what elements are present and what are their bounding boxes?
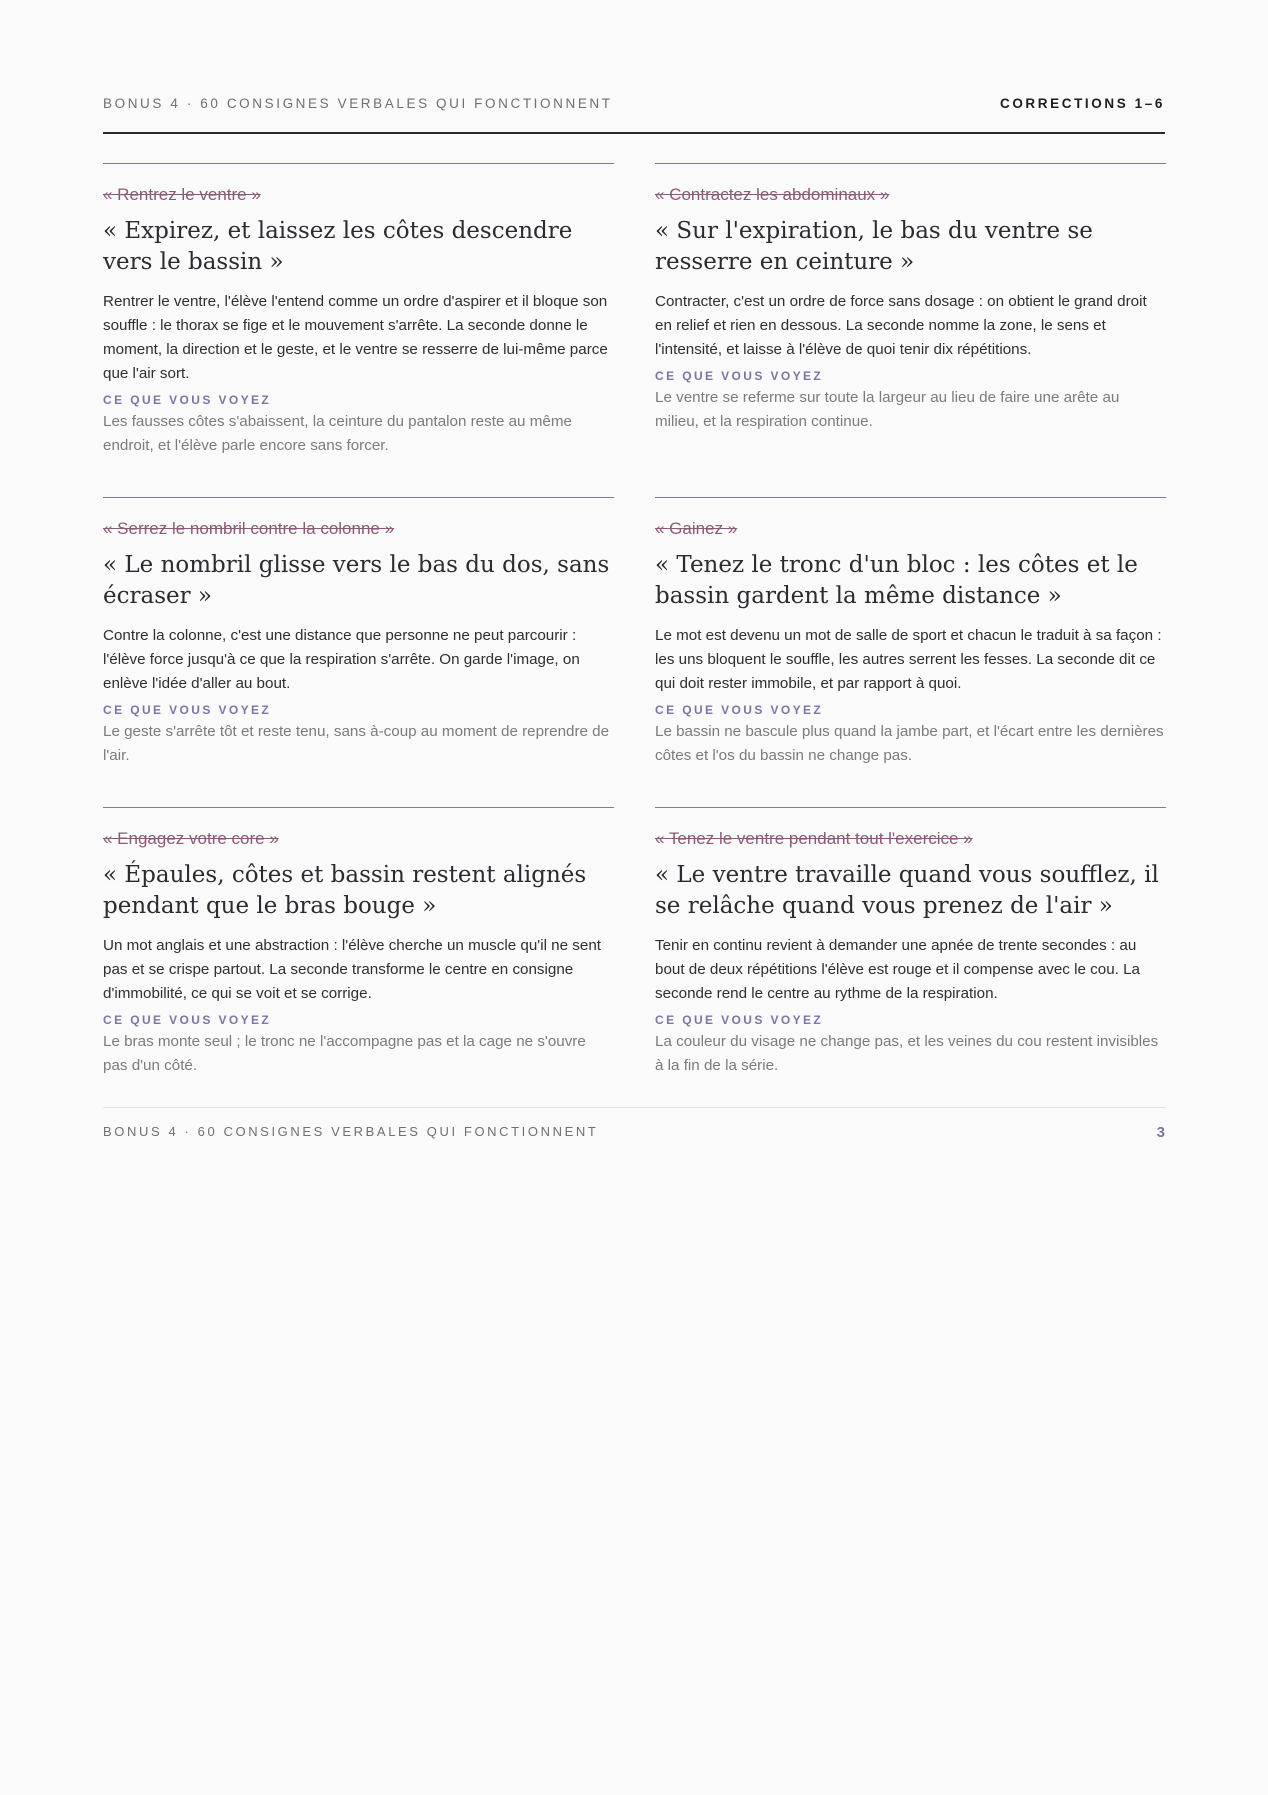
see-label: CE QUE VOUS VOYEZ xyxy=(655,1013,824,1027)
correction-card xyxy=(655,497,1166,768)
see-label: CE QUE VOUS VOYEZ xyxy=(655,369,824,383)
what-you-see: Les fausses côtes s'abaissent, la ceinture du pantalon reste au même endroit, et l'élève parle encore sans forcer. xyxy=(103,413,572,454)
wrong-cue: « Serrez le nombril contre la colonne » xyxy=(103,519,395,538)
explanation: Contre la colonne, c'est une distance que personne ne peut parcourir : l'élève force jusqu'à ce que la respiration s'arrête. On garde l'image, on enlève l'idée d'aller au bout. xyxy=(103,627,580,692)
wrong-cue: « Tenez le ventre pendant tout l'exercice » xyxy=(655,829,973,848)
better-cue: « Le nombril glisse vers le bas du dos, sans écraser » xyxy=(103,552,610,609)
see-label: CE QUE VOUS VOYEZ xyxy=(103,1013,272,1027)
running-footer xyxy=(103,1107,1165,1141)
footer-title: BONUS 4 · 60 CONSIGNES VERBALES QUI FONCTIONNENT xyxy=(103,1124,599,1139)
explanation: Rentrer le ventre, l'élève l'entend comme un ordre d'aspirer et il bloque son souffle : le thorax se fige et le mouvement s'arrête. La seconde donne le moment, la direction et le geste, et le ventre se resserre de lui-même parce que l'air sort. xyxy=(103,293,608,382)
better-cue: « Sur l'expiration, le bas du ventre se resserre en ceinture » xyxy=(655,218,1093,275)
explanation: Tenir en continu revient à demander une apnée de trente secondes : au bout de deux répétitions l'élève est rouge et il compense avec le cou. La seconde rend le centre au rythme de la respiration. xyxy=(655,937,1140,1002)
what-you-see: Le bassin ne bascule plus quand la jambe part, et l'écart entre les dernières côtes et l'os du bassin ne change pas. xyxy=(655,723,1164,764)
explanation: Contracter, c'est un ordre de force sans dosage : on obtient le grand droit en relief et rien en dessous. La seconde nomme la zone, le sens et l'intensité, et laisse à l'élève de quoi tenir dix répétitions. xyxy=(655,293,1147,358)
wrong-cue: « Rentrez le ventre » xyxy=(103,185,261,204)
correction-card xyxy=(655,163,1166,434)
page-number: 3 xyxy=(1156,1124,1165,1141)
correction-card xyxy=(103,807,614,1078)
wrong-cue: « Engagez votre core » xyxy=(103,829,279,848)
explanation: Le mot est devenu un mot de salle de sport et chacun le traduit à sa façon : les uns bloquent le souffle, les autres serrent les fesses. La seconde dit ce qui doit rester immobile, et par rapport à quoi. xyxy=(655,627,1162,692)
better-cue: « Épaules, côtes et bassin restent alignés pendant que le bras bouge » xyxy=(103,862,587,919)
what-you-see: Le geste s'arrête tôt et reste tenu, sans à-coup au moment de reprendre de l'air. xyxy=(103,723,610,764)
wrong-cue: « Contractez les abdominaux » xyxy=(655,185,890,204)
better-cue: « Expirez, et laissez les côtes descendre vers le bassin » xyxy=(103,218,573,275)
see-label: CE QUE VOUS VOYEZ xyxy=(103,393,272,407)
better-cue: « Tenez le tronc d'un bloc : les côtes et le bassin gardent la même distance » xyxy=(655,552,1138,609)
see-label: CE QUE VOUS VOYEZ xyxy=(655,703,824,717)
header-title: BONUS 4 · 60 CONSIGNES VERBALES QUI FONCTIONNENT xyxy=(103,96,613,111)
better-cue: « Le ventre travaille quand vous soufflez, il se relâche quand vous prenez de l'air » xyxy=(655,862,1159,919)
see-label: CE QUE VOUS VOYEZ xyxy=(103,703,272,717)
explanation: Un mot anglais et une abstraction : l'élève cherche un muscle qu'il ne sent pas et se crispe partout. La seconde transforme le centre en consigne d'immobilité, ce qui se voit et se corrige. xyxy=(103,937,601,1002)
what-you-see: La couleur du visage ne change pas, et les veines du cou restent invisibles à la fin de la série. xyxy=(655,1033,1159,1074)
header-section: CORRECTIONS 1–6 xyxy=(999,96,1165,111)
what-you-see: Le bras monte seul ; le tronc ne l'accompagne pas et la cage ne s'ouvre pas d'un côté. xyxy=(103,1033,586,1074)
correction-card xyxy=(103,497,614,768)
correction-card xyxy=(655,807,1166,1078)
correction-card xyxy=(103,163,614,458)
running-header xyxy=(103,96,1165,134)
what-you-see: Le ventre se referme sur toute la largeur au lieu de faire une arête au milieu, et la respiration continue. xyxy=(655,389,1120,430)
wrong-cue: « Gainez » xyxy=(655,519,738,538)
